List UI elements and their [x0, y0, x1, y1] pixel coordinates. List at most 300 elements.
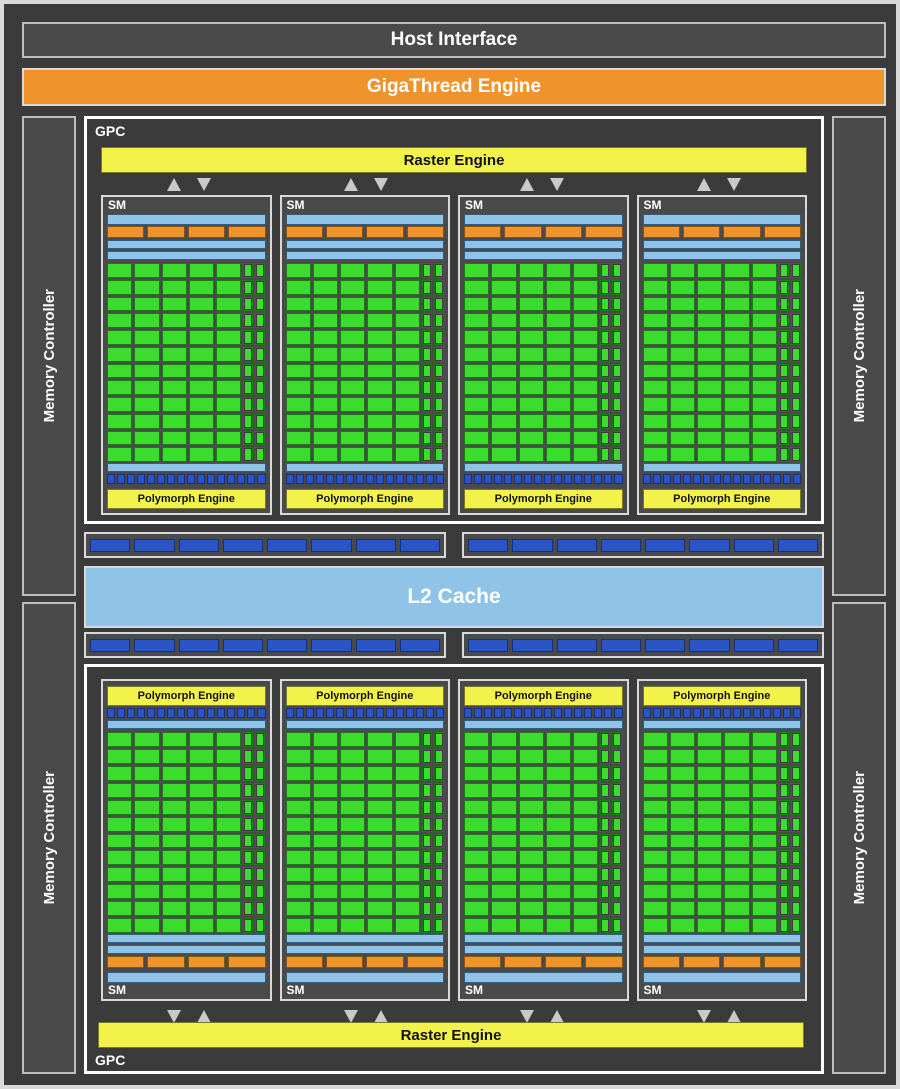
cuda-core — [752, 297, 777, 312]
cuda-core — [546, 364, 571, 379]
load-store-unit — [600, 850, 610, 865]
cuda-core — [464, 263, 489, 278]
texture-unit-strip-cell — [484, 474, 492, 484]
cuda-core — [134, 364, 159, 379]
dispatch-unit-bar — [107, 240, 266, 249]
load-store-unit — [255, 313, 265, 328]
cuda-core — [189, 313, 214, 328]
cuda-core — [724, 447, 749, 462]
cuda-core — [134, 901, 159, 916]
load-store-unit — [243, 867, 253, 882]
cuda-core — [752, 313, 777, 328]
polymorph-engine: Polymorph Engine — [464, 686, 623, 706]
texture-unit-strip-cell — [167, 474, 175, 484]
cuda-core — [546, 749, 571, 764]
cuda-core — [573, 347, 598, 362]
warp-scheduler-strip-cell — [643, 956, 680, 968]
cuda-core — [670, 347, 695, 362]
load-store-unit — [255, 431, 265, 446]
texture-unit-strip-cell — [554, 708, 562, 718]
cuda-core — [752, 884, 777, 899]
texture-unit-strip-cell — [514, 474, 522, 484]
cuda-core — [107, 280, 132, 295]
interconnect-cell — [512, 539, 552, 552]
cuda-core — [573, 850, 598, 865]
cuda-core — [546, 263, 571, 278]
load-store-unit — [243, 431, 253, 446]
cuda-core — [189, 749, 214, 764]
texture-unit-strip-cell — [544, 708, 552, 718]
texture-unit-strip-cell — [753, 708, 761, 718]
load-store-unit — [600, 817, 610, 832]
cuda-core — [162, 263, 187, 278]
load-store-unit — [779, 766, 789, 781]
cuda-core-grid — [464, 263, 623, 462]
load-store-unit — [255, 347, 265, 362]
cuda-core — [313, 817, 338, 832]
load-store-unit — [434, 834, 444, 849]
cuda-core — [519, 918, 544, 933]
cuda-core — [395, 783, 420, 798]
load-store-unit — [434, 901, 444, 916]
cuda-core — [107, 749, 132, 764]
load-store-unit — [791, 347, 801, 362]
gpc-label-top: GPC — [95, 123, 126, 139]
cuda-core — [107, 297, 132, 312]
load-store-unit — [422, 749, 432, 764]
load-store-unit — [434, 431, 444, 446]
cuda-core — [162, 884, 187, 899]
cuda-core — [286, 280, 311, 295]
arrow-down-icon — [344, 1010, 358, 1023]
cuda-core — [313, 330, 338, 345]
cuda-core — [313, 732, 338, 747]
load-store-unit — [243, 330, 253, 345]
load-store-unit — [779, 901, 789, 916]
texture-unit-strip-cell — [783, 474, 791, 484]
cuda-core — [216, 330, 241, 345]
warp-scheduler-strip-cell — [228, 956, 265, 968]
load-store-unit — [600, 347, 610, 362]
cuda-core — [697, 397, 722, 412]
cuda-core — [286, 783, 311, 798]
interconnect-cell — [557, 539, 597, 552]
load-store-unit — [255, 330, 265, 345]
cuda-core — [724, 918, 749, 933]
load-store-unit — [422, 850, 432, 865]
cuda-core — [162, 918, 187, 933]
cuda-core — [697, 850, 722, 865]
cuda-core — [286, 330, 311, 345]
cuda-core — [670, 817, 695, 832]
cuda-core — [643, 884, 668, 899]
cuda-core — [162, 834, 187, 849]
load-store-unit — [422, 313, 432, 328]
load-store-unit — [243, 834, 253, 849]
cuda-core — [724, 263, 749, 278]
texture-unit-strip-cell — [584, 474, 592, 484]
cuda-core — [286, 447, 311, 462]
warp-scheduler-strip-cell — [585, 226, 622, 238]
texture-unit-strip-cell — [346, 474, 354, 484]
cuda-core — [134, 834, 159, 849]
cuda-core — [752, 918, 777, 933]
cuda-core — [464, 834, 489, 849]
cuda-core — [670, 330, 695, 345]
register-file-bar — [107, 934, 266, 943]
cuda-core — [724, 364, 749, 379]
texture-unit-strip-cell — [436, 474, 444, 484]
arrow-up-icon — [167, 178, 181, 191]
cuda-core — [313, 766, 338, 781]
cuda-core — [286, 313, 311, 328]
texture-unit-strip-cell — [683, 708, 691, 718]
cuda-core — [519, 817, 544, 832]
load-store-unit — [791, 884, 801, 899]
cuda-core — [216, 280, 241, 295]
cuda-core — [464, 918, 489, 933]
load-store-unit — [600, 297, 610, 312]
cuda-core — [189, 431, 214, 446]
gpc-block-top — [84, 116, 824, 524]
cuda-core — [491, 817, 516, 832]
texture-unit-strip-cell — [316, 708, 324, 718]
cuda-core — [189, 397, 214, 412]
cuda-core — [724, 800, 749, 815]
texture-unit-strip-cell — [197, 708, 205, 718]
cuda-core — [107, 918, 132, 933]
texture-unit-strip-cell — [167, 708, 175, 718]
load-store-unit — [243, 766, 253, 781]
warp-scheduler-strip-cell — [188, 956, 225, 968]
load-store-unit — [422, 280, 432, 295]
interconnect-cell — [267, 539, 307, 552]
polymorph-engine: Polymorph Engine — [107, 489, 266, 509]
texture-unit-strip-cell — [207, 708, 215, 718]
cuda-core — [491, 313, 516, 328]
cuda-core — [546, 867, 571, 882]
cuda-core — [162, 431, 187, 446]
cuda-core — [464, 431, 489, 446]
warp-scheduler-strip-cell — [683, 956, 720, 968]
cuda-core — [107, 800, 132, 815]
warp-scheduler-strip — [107, 226, 266, 238]
load-store-unit — [255, 834, 265, 849]
instruction-cache-bar — [107, 214, 266, 225]
texture-unit-strip-cell — [464, 708, 472, 718]
sm-block — [101, 195, 272, 515]
cuda-core — [313, 263, 338, 278]
load-store-unit — [255, 732, 265, 747]
cuda-core — [643, 732, 668, 747]
cuda-core — [491, 901, 516, 916]
load-store-unit — [779, 817, 789, 832]
cuda-core — [519, 380, 544, 395]
texture-unit-strip-cell — [504, 474, 512, 484]
texture-unit-strip-cell — [356, 708, 364, 718]
texture-unit-strip-cell — [653, 474, 661, 484]
sm-block — [280, 195, 451, 515]
load-store-unit — [779, 834, 789, 849]
texture-unit-strip-cell — [773, 474, 781, 484]
cuda-core — [107, 447, 132, 462]
arrow-down-icon — [697, 1010, 711, 1023]
texture-unit-strip — [464, 708, 623, 718]
cuda-core — [367, 783, 392, 798]
interconnect-cell — [601, 639, 641, 652]
texture-unit-strip-cell — [793, 708, 801, 718]
cuda-core — [367, 347, 392, 362]
cuda-core — [519, 364, 544, 379]
raster-engine-top: Raster Engine — [101, 147, 807, 173]
load-store-unit — [612, 280, 622, 295]
cuda-core — [643, 766, 668, 781]
cuda-core — [162, 447, 187, 462]
cuda-core — [546, 884, 571, 899]
cuda-core — [643, 447, 668, 462]
cuda-core — [697, 867, 722, 882]
cuda-core — [697, 347, 722, 362]
warp-scheduler-strip — [286, 226, 445, 238]
load-store-unit — [779, 918, 789, 933]
cuda-core — [573, 817, 598, 832]
sm-label: SM — [108, 198, 126, 212]
load-store-unit — [422, 817, 432, 832]
cuda-core — [340, 397, 365, 412]
texture-unit-strip — [107, 708, 266, 718]
cuda-core — [367, 918, 392, 933]
cuda-core — [313, 380, 338, 395]
cuda-core — [546, 380, 571, 395]
texture-unit-strip-cell — [584, 708, 592, 718]
cuda-core — [752, 817, 777, 832]
cuda-core — [491, 364, 516, 379]
load-store-unit — [791, 732, 801, 747]
texture-unit-strip-cell — [673, 474, 681, 484]
warp-scheduler-strip-cell — [545, 226, 582, 238]
cuda-core — [216, 834, 241, 849]
interconnect-cell — [601, 539, 641, 552]
arrow-up-icon — [697, 178, 711, 191]
warp-scheduler-strip-cell — [723, 956, 760, 968]
cuda-core — [216, 783, 241, 798]
load-store-unit — [791, 263, 801, 278]
cuda-core — [313, 364, 338, 379]
cuda-core — [491, 280, 516, 295]
cuda-core — [189, 766, 214, 781]
interconnect-cell — [311, 639, 351, 652]
cuda-core — [313, 834, 338, 849]
cuda-core — [546, 732, 571, 747]
load-store-unit — [422, 347, 432, 362]
warp-scheduler-strip — [464, 956, 623, 968]
load-store-unit — [255, 817, 265, 832]
texture-unit-strip-cell — [753, 474, 761, 484]
dispatch-unit-bar — [464, 240, 623, 249]
texture-unit-strip-cell — [257, 474, 265, 484]
texture-unit-strip-cell — [296, 708, 304, 718]
cuda-core — [107, 732, 132, 747]
load-store-unit — [612, 447, 622, 462]
cuda-core — [573, 313, 598, 328]
load-store-unit — [612, 749, 622, 764]
cuda-core — [313, 297, 338, 312]
cuda-core — [340, 884, 365, 899]
load-store-unit — [422, 766, 432, 781]
load-store-unit — [791, 380, 801, 395]
cuda-core — [286, 817, 311, 832]
interconnect-cell — [223, 639, 263, 652]
dispatch-unit-bar — [464, 945, 623, 954]
texture-unit-strip-cell — [227, 474, 235, 484]
cuda-core — [724, 884, 749, 899]
cuda-core — [162, 867, 187, 882]
cuda-core — [573, 380, 598, 395]
texture-unit-strip-cell — [663, 474, 671, 484]
interconnect-cell — [557, 639, 597, 652]
load-store-unit — [434, 749, 444, 764]
cuda-core — [643, 918, 668, 933]
cuda-core — [546, 918, 571, 933]
cuda-core-grid — [286, 263, 445, 462]
cuda-core — [216, 347, 241, 362]
cuda-core — [752, 834, 777, 849]
texture-unit-strip — [286, 708, 445, 718]
cuda-core — [189, 834, 214, 849]
cuda-core-grid — [643, 732, 802, 933]
load-store-unit — [434, 766, 444, 781]
load-store-unit — [255, 901, 265, 916]
warp-scheduler-strip-cell — [464, 956, 501, 968]
cuda-core — [340, 313, 365, 328]
cuda-core — [286, 263, 311, 278]
cuda-core — [367, 732, 392, 747]
load-store-unit — [255, 918, 265, 933]
cuda-core — [519, 397, 544, 412]
cuda-core — [670, 834, 695, 849]
texture-unit-strip-cell — [326, 708, 334, 718]
texture-unit-strip-cell — [683, 474, 691, 484]
register-file-bar — [464, 251, 623, 260]
cuda-core — [643, 867, 668, 882]
load-store-unit — [434, 414, 444, 429]
arrow-up-icon — [550, 1010, 564, 1023]
cuda-core — [134, 447, 159, 462]
warp-scheduler-strip-cell — [585, 956, 622, 968]
cuda-core — [519, 330, 544, 345]
cuda-core — [340, 380, 365, 395]
cuda-core — [670, 414, 695, 429]
cuda-core — [643, 330, 668, 345]
cuda-core — [189, 414, 214, 429]
cuda-core — [491, 884, 516, 899]
cuda-core — [216, 380, 241, 395]
texture-unit-strip-cell — [177, 474, 185, 484]
load-store-unit — [612, 783, 622, 798]
texture-unit-strip-cell — [366, 708, 374, 718]
load-store-unit — [600, 834, 610, 849]
warp-scheduler-strip-cell — [228, 226, 265, 238]
sm-label: SM — [286, 983, 305, 997]
texture-unit-strip-cell — [396, 474, 404, 484]
texture-unit-strip-cell — [296, 474, 304, 484]
cuda-core — [464, 800, 489, 815]
load-store-unit — [600, 800, 610, 815]
polymorph-engine: Polymorph Engine — [286, 489, 445, 509]
load-store-unit — [791, 397, 801, 412]
cuda-core — [546, 447, 571, 462]
load-store-unit — [779, 414, 789, 429]
warp-scheduler-strip-cell — [107, 956, 144, 968]
cuda-core — [573, 901, 598, 916]
cuda-core — [697, 800, 722, 815]
cuda-core — [134, 817, 159, 832]
cuda-core — [697, 918, 722, 933]
cuda-core — [395, 364, 420, 379]
load-store-unit — [600, 397, 610, 412]
cuda-core — [395, 766, 420, 781]
cuda-core — [491, 834, 516, 849]
cuda-core — [643, 397, 668, 412]
cuda-core — [189, 732, 214, 747]
cuda-core — [216, 313, 241, 328]
arrow-down-icon — [167, 1010, 181, 1023]
arrow-pair — [454, 175, 631, 193]
cuda-core — [491, 749, 516, 764]
cuda-core — [189, 800, 214, 815]
cuda-core — [395, 330, 420, 345]
cuda-core — [367, 447, 392, 462]
load-store-unit — [434, 850, 444, 865]
texture-unit-strip-cell — [107, 474, 115, 484]
cuda-core — [395, 834, 420, 849]
texture-unit-strip-cell — [504, 708, 512, 718]
texture-unit-strip-cell — [187, 708, 195, 718]
cuda-core — [573, 834, 598, 849]
cuda-core — [491, 347, 516, 362]
warp-scheduler-strip-cell — [366, 226, 403, 238]
sm-label: SM — [643, 198, 662, 212]
cuda-core — [107, 347, 132, 362]
sm-block — [280, 679, 451, 1001]
interconnect-cell — [512, 639, 552, 652]
texture-unit-strip-cell — [614, 474, 622, 484]
cuda-core — [162, 414, 187, 429]
texture-unit-strip-cell — [554, 474, 562, 484]
arrow-pair — [278, 175, 455, 193]
cuda-core — [340, 447, 365, 462]
texture-unit-strip-cell — [406, 474, 414, 484]
sm-label: SM — [465, 198, 483, 212]
cuda-core — [464, 867, 489, 882]
load-store-unit — [600, 732, 610, 747]
texture-unit-strip-cell — [127, 708, 135, 718]
cuda-core — [546, 397, 571, 412]
load-store-unit — [779, 380, 789, 395]
cuda-core — [286, 834, 311, 849]
cuda-core — [216, 884, 241, 899]
texture-unit-strip-cell — [514, 708, 522, 718]
cuda-core — [367, 364, 392, 379]
warp-scheduler-strip — [643, 226, 802, 238]
arrow-up-icon — [727, 1010, 741, 1023]
cuda-core — [313, 901, 338, 916]
cuda-core — [134, 313, 159, 328]
cuda-core — [724, 766, 749, 781]
cuda-core — [519, 280, 544, 295]
load-store-unit — [791, 280, 801, 295]
memory-controller-bottom-left — [22, 602, 76, 1074]
